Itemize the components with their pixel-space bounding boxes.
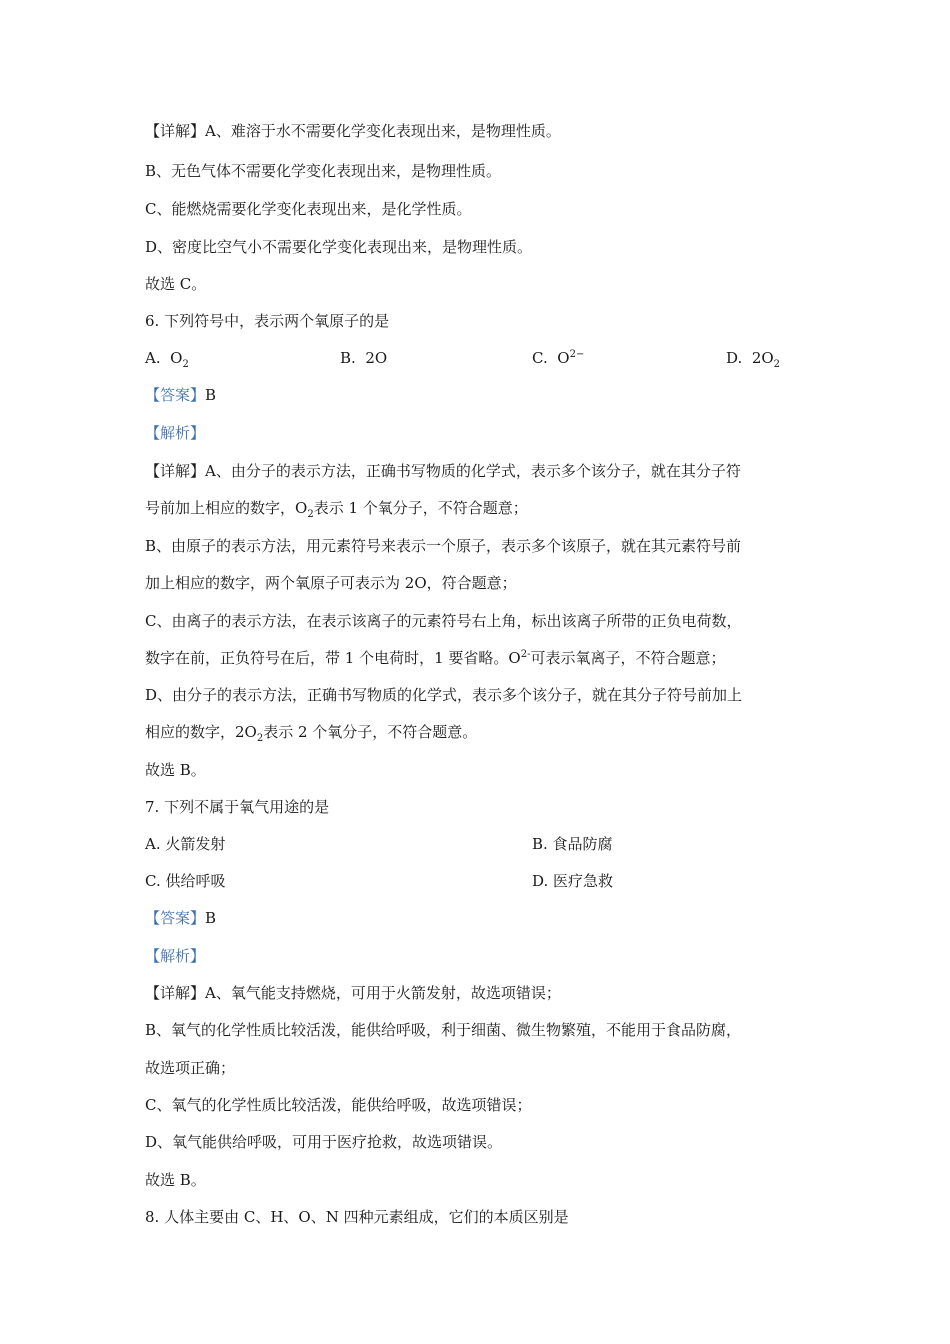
q7-detail-b-1: B、氧气的化学性质比较活泼，能供给呼吸，利于细菌、微生物繁殖，不能用于食品防腐， — [145, 1021, 742, 1039]
q5-conclusion: 故选 C。 — [145, 275, 207, 293]
q6-detail-a-2: 号前加上相应的数字，$O_2$表示 1 个氧分子，不符合题意； — [145, 499, 528, 520]
q7-detail-d: D、氧气能供给呼吸，可用于医疗抢救，故选项错误。 — [145, 1133, 503, 1151]
q7-option-a: A. 火箭发射 — [145, 835, 226, 853]
q6-option-d: D. $2O_2$ — [726, 349, 781, 370]
q6-conclusion: 故选 B。 — [145, 761, 206, 779]
q6-question: 6. 下列符号中，表示两个氧原子的是 — [145, 312, 390, 330]
q6-detail-b-1: B、由原子的表示方法，用元素符号来表示一个原子，表示多个该原子，就在其元素符号前 — [145, 537, 742, 555]
q6-detail-b-2: 加上相应的数字，两个氧原子可表示为 2O，符合题意； — [145, 574, 517, 592]
q6-detail-c-2: 数字在前，正负符号在后，带 1 个电荷时，1 要省略。$O^{2-}$可表示氧离子，不符合题意； — [145, 649, 726, 667]
q7-conclusion: 故选 B。 — [145, 1171, 206, 1189]
q7-detail-b-2: 故选项正确； — [145, 1059, 236, 1077]
q7-option-d: D. 医疗急救 — [532, 872, 614, 890]
q6-detail-d-2: 相应的数字，$2O_2$表示 2 个氧分子，不符合题意。 — [145, 723, 478, 744]
q7-answer — [145, 907, 825, 929]
q5-detail-c: C、能燃烧需要化学变化表现出来，是化学性质。 — [145, 200, 472, 218]
q5-detail-d: D、密度比空气小不需要化学变化表现出来，是物理性质。 — [145, 238, 533, 256]
q7-option-b: B. 食品防腐 — [532, 835, 613, 853]
answer-value: B — [205, 386, 217, 404]
q5-detail-a: 【详解】A、难溶于水不需要化学变化表现出来，是物理性质。 — [145, 122, 561, 140]
q6-option-a: A. $O_2$ — [145, 349, 189, 370]
q6-option-c: C. $O^{2-}$ — [532, 349, 585, 367]
q6-detail-d-1: D、由分子的表示方法，正确书写物质的化学式，表示多个该分子，就在其分子符号前加上 — [145, 686, 743, 704]
q8-question: 8. 人体主要由 C、H、O、N 四种元素组成，它们的本质区别是 — [145, 1208, 569, 1226]
q7-option-c: C. 供给呼吸 — [145, 872, 226, 890]
q6-analysis-tag: 【解析】 — [145, 424, 206, 442]
q7-detail-c: C、氧气的化学性质比较活泼，能供给呼吸，故选项错误； — [145, 1096, 532, 1114]
q6-detail-c-1: C、由离子的表示方法，在表示该离子的元素符号右上角，标出该离子所带的正负电荷数， — [145, 612, 742, 630]
q5-detail-b: B、无色气体不需要化学变化表现出来，是物理性质。 — [145, 162, 502, 180]
answer-tag: 【答案】 — [145, 909, 206, 927]
answer-value: B — [205, 909, 217, 927]
q7-question: 7. 下列不属于氧气用途的是 — [145, 798, 330, 816]
q6-detail-a-1: 【详解】A、由分子的表示方法，正确书写物质的化学式，表示多个该分子，就在其分子符 — [145, 462, 741, 480]
q7-detail-a: 【详解】A、氧气能支持燃烧，可用于火箭发射，故选项错误； — [145, 984, 561, 1002]
q6-answer — [145, 384, 825, 406]
answer-tag: 【答案】 — [145, 386, 206, 404]
q6-option-b: B. 2O — [340, 349, 388, 367]
q7-analysis-tag: 【解析】 — [145, 947, 206, 965]
